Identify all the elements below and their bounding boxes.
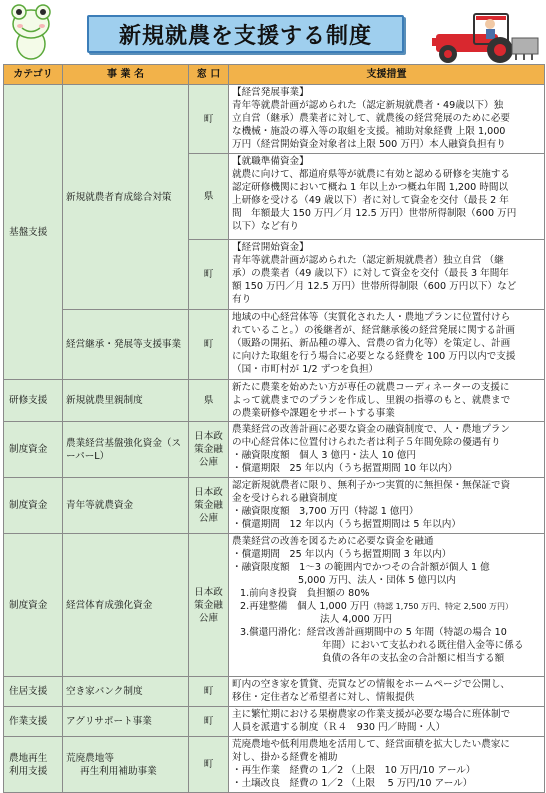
measure-cell	[229, 240, 545, 310]
measure-line: ・償還期間 25 年以内（うち据置期間 3 年以内）	[232, 549, 452, 560]
table-header-row	[4, 65, 545, 85]
window-cell: 県	[189, 380, 229, 422]
header-measures: 支援措置	[229, 65, 545, 85]
measure-line: 承）の農業者（49 歳以下）に対して資金を交付（最長 3 年間年	[232, 268, 509, 279]
measure-line: 上研修を受ける（49 歳以下）者に対して資金を交付（最長 2 年	[232, 195, 509, 206]
table-row	[4, 422, 545, 478]
table-row	[4, 677, 545, 707]
support-table	[3, 64, 545, 793]
measure-line: 農業経営の改善を図るために必要な資金を融通	[232, 536, 434, 547]
measure-note: （特認 1,750 万円、特定 2,500 万円）	[369, 602, 514, 611]
category-cell: 制度資金	[4, 534, 63, 677]
program-name-cell: 新規就農里親制度	[63, 380, 189, 422]
measure-line: ・土壌改良 経費の 1／2 （上限 5 万円/10 アール）	[232, 778, 473, 789]
category-cell: 住居支援	[4, 677, 63, 707]
measure-line: れていること。）の後継者が、経営継承後の経営発展に関する計画	[232, 325, 516, 336]
measure-line: 間 年額最大 150 万円／月 12.5 万円）世帯所得制限（600 万円	[232, 208, 517, 219]
category-line: 農地再生	[9, 752, 48, 764]
category-cell: 基盤支援	[4, 85, 63, 380]
program-name-cell: 農業経営基盤強化資金（スーパーL）	[63, 422, 189, 478]
measure-line: 【経営開始資金】	[232, 242, 309, 253]
measure-cell	[229, 310, 545, 380]
program-name-line: 再生利用補助事業	[80, 765, 157, 777]
table-row	[4, 85, 545, 154]
measure-line: 【経営発展事業】	[232, 87, 309, 98]
measure-line: （国・市町村が 1/2 ずつを負担）	[232, 364, 379, 375]
header-name: 事 業 名	[63, 65, 189, 85]
table-row	[4, 737, 545, 793]
measure-line: 青年等就農計画が認められた（認定新規就農者・49歳以下）独	[232, 100, 504, 111]
measure-cell	[229, 707, 545, 737]
measure-line: （販路の開拓、新品種の導入、営農の省力化等）を策定し、計画	[232, 338, 511, 349]
measure-line: 認定新規就農者に限り、無利子かつ実質的に無担保・無保証で資	[232, 480, 511, 491]
measure-line: 荒廃農地や低利用農地を活用して、経営面積を拡大したい農家に	[232, 739, 511, 750]
table-row	[4, 380, 545, 422]
measure-line: よって就農までのプランを作成し、里親の指導のもと、就農まで	[232, 395, 511, 406]
page-title: 新規就農を支援する制度	[118, 23, 372, 49]
measure-line: 主に繁忙期における果樹農家の作業支援が必要な場合に班体制で	[232, 709, 511, 720]
measure-cell	[229, 534, 545, 677]
measure-cell	[229, 154, 545, 240]
window-cell: 県	[189, 154, 229, 240]
table-row	[4, 534, 545, 677]
measure-line: 立自営（継承）農業者に対して、就農後の経営発展のために必要	[232, 113, 511, 124]
program-name-cell: 新規就農者育成総合対策	[63, 85, 189, 310]
header-category: カテゴリ	[4, 65, 63, 85]
measure-line: 認定研修機関において概ね 1 年以上かつ概ね年間 1,200 時間以	[232, 182, 509, 193]
measure-cell	[229, 677, 545, 707]
program-name-cell: アグリサポート事業	[63, 707, 189, 737]
measure-line: 5,000 万円、法人・団体 5 億円以内	[298, 575, 456, 586]
measure-line: 新たに農業を始めたい方が専任の就農コーディネーターの支援に	[232, 382, 510, 393]
measure-cell	[229, 737, 545, 793]
measure-line: 人員を派遣する制度（Ｒ４ 930 円／時間・人）	[232, 722, 446, 733]
measure-line: 以下）など有り	[232, 221, 300, 232]
measure-line: 就農に向けて、都道府県等が就農に有効と認める研修を実施する	[232, 169, 511, 180]
table-row	[4, 478, 545, 534]
window-cell: 町	[189, 677, 229, 707]
measure-line: 年間）において支払われる既往借入金等に係る	[322, 640, 524, 651]
category-cell: 研修支援	[4, 380, 63, 422]
measure-line: ・融資限度額 個人 3 億円・法人 10 億円	[232, 450, 417, 461]
measure-line: 有り	[232, 294, 252, 305]
measure-line: 町内の空き家を賃貸、売買などの情報をホームページで公開し、	[232, 679, 511, 690]
program-name-line: 荒廃農地等	[66, 752, 114, 764]
window-cell: 町	[189, 310, 229, 380]
measure-line: 1.前向き投資 負担額の 80%	[240, 588, 370, 599]
page-header	[0, 0, 546, 64]
measure-text: 2.再建整備 個人 1,000 万円	[240, 601, 370, 612]
measure-line: 移住・定住者など希望者に対し、情報提供	[232, 692, 415, 703]
window-cell: 町	[189, 85, 229, 154]
measure-line: ・再生作業 経費の 1／2 （上限 10 万円/10 アール）	[232, 765, 476, 776]
measure-line: 対し、掛かる経費を補助	[232, 752, 338, 763]
measure-line: ・融資限度額 3,700 万円（特認 1 億円）	[232, 506, 419, 517]
category-cell	[4, 737, 63, 793]
measure-line: 法人 4,000 万円	[320, 614, 392, 625]
measure-line: 【就職準備資金】	[232, 156, 309, 167]
measure-line: 青年等就農計画が認められた（認定新規就農者）独立自営 （継	[232, 255, 504, 266]
measure-line: 額 150 万円／月 12.5 万円）世帯所得制限（600 万円以下）など	[232, 281, 517, 292]
measure-line	[232, 600, 541, 613]
window-cell: 日本政策金融公庫	[189, 534, 229, 677]
measure-cell	[229, 380, 545, 422]
program-name-cell: 空き家バンク制度	[63, 677, 189, 707]
program-name-cell: 経営継承・発展等支援事業	[63, 310, 189, 380]
window-cell: 町	[189, 707, 229, 737]
category-cell: 作業支援	[4, 707, 63, 737]
header-window: 窓 口	[189, 65, 229, 85]
table-row	[4, 310, 545, 380]
category-cell: 制度資金	[4, 478, 63, 534]
window-cell: 町	[189, 737, 229, 793]
category-cell: 制度資金	[4, 422, 63, 478]
window-cell: 町	[189, 240, 229, 310]
measure-line: に向けた取組を行う場合に必要となる経費を 100 万円以内で支援	[232, 351, 516, 362]
measure-line: ・償還期限 25 年以内（うち据置期間 10 年以内）	[232, 463, 458, 474]
program-name-cell: 経営体育成強化資金	[63, 534, 189, 677]
table-row	[4, 707, 545, 737]
window-cell: 日本政策金融公庫	[189, 422, 229, 478]
tractor-icon	[430, 4, 542, 64]
measure-cell	[229, 478, 545, 534]
program-name-cell	[63, 737, 189, 793]
measure-line: 万円（経営開始資金対象者は上限 500 万円）本人融資負担有り	[232, 139, 506, 150]
measure-line: 負債の各年の支払金の合計額に相当する額	[322, 653, 505, 664]
page-title-box	[87, 15, 404, 53]
measure-line: な機械・施設の導入等の取組を支援。補助対象経費 上限 1,000	[232, 126, 506, 137]
measure-cell	[229, 422, 545, 478]
program-name-cell: 青年等就農資金	[63, 478, 189, 534]
category-line: 利用支援	[9, 765, 48, 777]
frog-mascot-icon	[6, 2, 56, 62]
measure-line: ・融資限度額 1～3 の範囲内でかつその合計額が個人 1 億	[232, 562, 490, 573]
measure-cell	[229, 85, 545, 154]
measure-line: の農業研修や課題をサポートする事業	[232, 408, 395, 419]
measure-line: の中心経営体に位置付けられた者は利子５年間免除の優遇有り	[232, 437, 501, 448]
measure-line: 3.償還円滑化：経営改善計画期間中の 5 年間（特認の場合 10	[240, 627, 507, 638]
measure-line: 農業経営の改善計画に必要な資金の融資制度で、人・農地プラン	[232, 424, 511, 435]
measure-line: ・償還期間 12 年以内（うち据置期間は 5 年以内）	[232, 519, 461, 530]
window-cell: 日本政策金融公庫	[189, 478, 229, 534]
measure-line: 地域の中心経営体等（実質化された人・農地プランに位置付けら	[232, 312, 511, 323]
measure-line: 金を受けられる融資制度	[232, 493, 338, 504]
